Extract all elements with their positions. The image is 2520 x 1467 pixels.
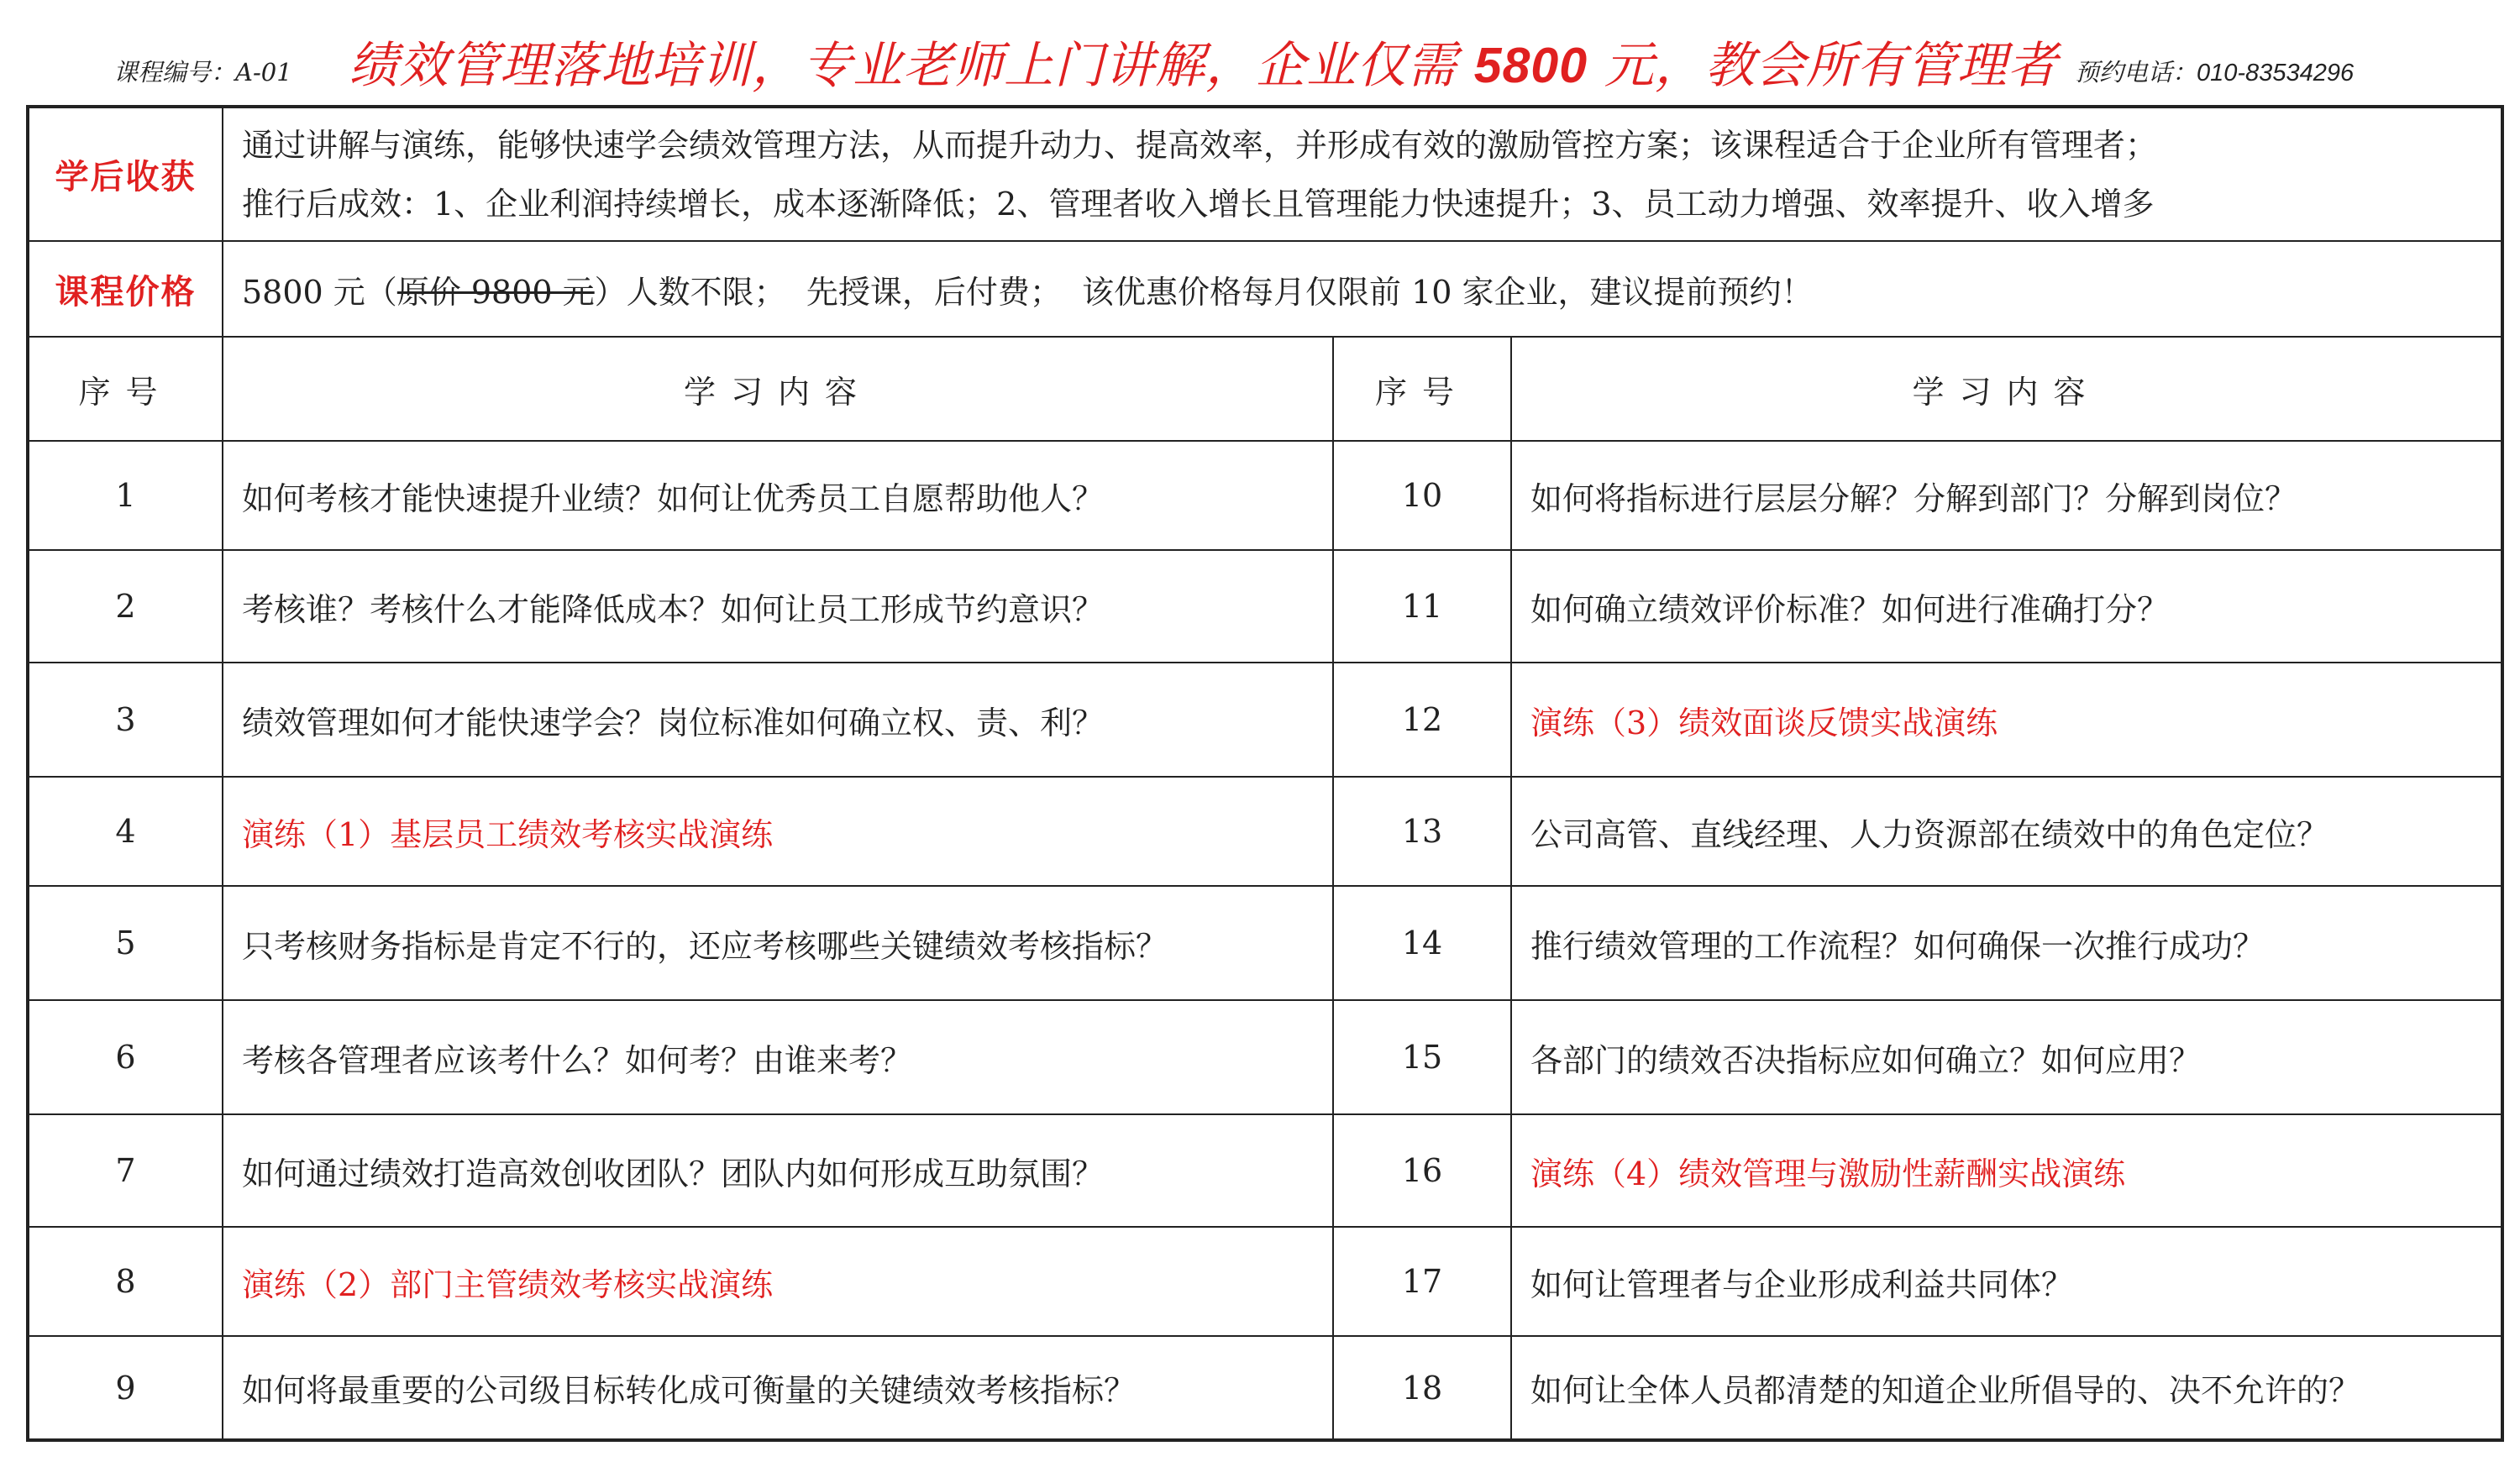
price-terms: ）人数不限； 先授课，后付费； 该优惠价格每月仅限前 10 家企业，建议提前预约！: [594, 273, 1814, 311]
item-number: 13: [1333, 777, 1511, 886]
exercise-item: 演练（3）绩效面谈反馈实战演练: [1511, 663, 2502, 777]
item-number: 11: [1333, 550, 1511, 663]
exercise-item: 演练（2）部门主管绩效考核实战演练: [223, 1227, 1333, 1336]
col-header-num-right: 序号: [1333, 337, 1511, 441]
table-row: [28, 441, 2502, 550]
item-number: 18: [1333, 1336, 1511, 1440]
title-part-2: 元，教会所有管理者: [1604, 36, 2058, 94]
item-content: 考核各管理者应该考什么？如何考？由谁来考？: [223, 1000, 1333, 1114]
item-number: 12: [1333, 663, 1511, 777]
item-content: 如何将最重要的公司级目标转化成可衡量的关键绩效考核指标？: [223, 1336, 1333, 1440]
benefit-line-2: 推行后成效：1、企业利润持续增长，成本逐渐降低；2、管理者收入增长且管理能力快速提升；3、员工动力增强、效率提升、收入增多: [242, 185, 2155, 223]
item-content: 如何将指标进行层层分解？分解到部门？分解到岗位？: [1511, 441, 2502, 550]
item-content: 如何通过绩效打造高效创收团队？团队内如何形成互助氛围？: [223, 1114, 1333, 1227]
price-row: [28, 241, 2502, 337]
item-number: 3: [28, 663, 223, 777]
item-content: 如何让全体人员都清楚的知道企业所倡导的、决不允许的？: [1511, 1336, 2502, 1440]
item-content: 如何确立绩效评价标准？如何进行准确打分？: [1511, 550, 2502, 663]
title-part-1: 绩效管理落地培训，专业老师上门讲解，企业仅需: [349, 36, 1458, 94]
benefit-text: [223, 107, 2502, 241]
item-number: 17: [1333, 1227, 1511, 1336]
item-content: 公司高管、直线经理、人力资源部在绩效中的角色定位？: [1511, 777, 2502, 886]
table-row: [28, 550, 2502, 663]
table-row: [28, 1336, 2502, 1440]
item-number: 5: [28, 886, 223, 1000]
item-content: 如何考核才能快速提升业绩？如何让优秀员工自愿帮助他人？: [223, 441, 1333, 550]
col-header-content-right: 学习内容: [1511, 337, 2502, 441]
page-title: [349, 25, 2058, 97]
item-number: 8: [28, 1227, 223, 1336]
item-number: 9: [28, 1336, 223, 1440]
item-content: 绩效管理如何才能快速学会？岗位标准如何确立权、责、利？: [223, 663, 1333, 777]
item-number: 1: [28, 441, 223, 550]
item-number: 6: [28, 1000, 223, 1114]
title-price: 5800: [1473, 38, 1588, 93]
item-number: 4: [28, 777, 223, 886]
item-number: 7: [28, 1114, 223, 1227]
table-row: [28, 663, 2502, 777]
exercise-item: 演练（4）绩效管理与激励性薪酬实战演练: [1511, 1114, 2502, 1227]
header-bar: [0, 24, 2520, 101]
phone-number: 010-83534296: [2197, 60, 2355, 86]
table-row: [28, 886, 2502, 1000]
course-table: [26, 105, 2504, 1442]
item-content: 各部门的绩效否决指标应如何确立？如何应用？: [1511, 1000, 2502, 1114]
table-row: [28, 1227, 2502, 1336]
item-content: 如何让管理者与企业形成利益共同体？: [1511, 1227, 2502, 1336]
original-price: 原价 9800 元: [396, 273, 595, 311]
booking-phone: [2075, 54, 2354, 88]
item-content: 推行绩效管理的工作流程？如何确保一次推行成功？: [1511, 886, 2502, 1000]
price-amount: 5800 元（: [242, 273, 397, 311]
table-row: [28, 1114, 2502, 1227]
benefit-label: 学后收获: [28, 107, 223, 241]
benefit-line-1: 通过讲解与演练，能够快速学会绩效管理方法，从而提升动力、提高效率，并形成有效的激励管控方案；该课程适合于企业所有管理者；: [242, 126, 2158, 164]
price-text: [223, 241, 2502, 337]
benefit-row: [28, 107, 2502, 241]
item-number: 16: [1333, 1114, 1511, 1227]
item-number: 10: [1333, 441, 1511, 550]
col-header-content-left: 学习内容: [223, 337, 1333, 441]
table-row: [28, 777, 2502, 886]
exercise-item: 演练（1）基层员工绩效考核实战演练: [223, 777, 1333, 886]
phone-label: 预约电话：: [2075, 58, 2197, 86]
price-label: 课程价格: [28, 241, 223, 337]
col-header-num-left: 序号: [28, 337, 223, 441]
item-number: 14: [1333, 886, 1511, 1000]
column-header-row: [28, 337, 2502, 441]
item-number: 15: [1333, 1000, 1511, 1114]
item-content: 考核谁？考核什么才能降低成本？如何让员工形成节约意识？: [223, 550, 1333, 663]
course-code: 课程编号：A-01: [113, 58, 292, 86]
item-content: 只考核财务指标是肯定不行的，还应考核哪些关键绩效考核指标？: [223, 886, 1333, 1000]
table-row: [28, 1000, 2502, 1114]
item-number: 2: [28, 550, 223, 663]
